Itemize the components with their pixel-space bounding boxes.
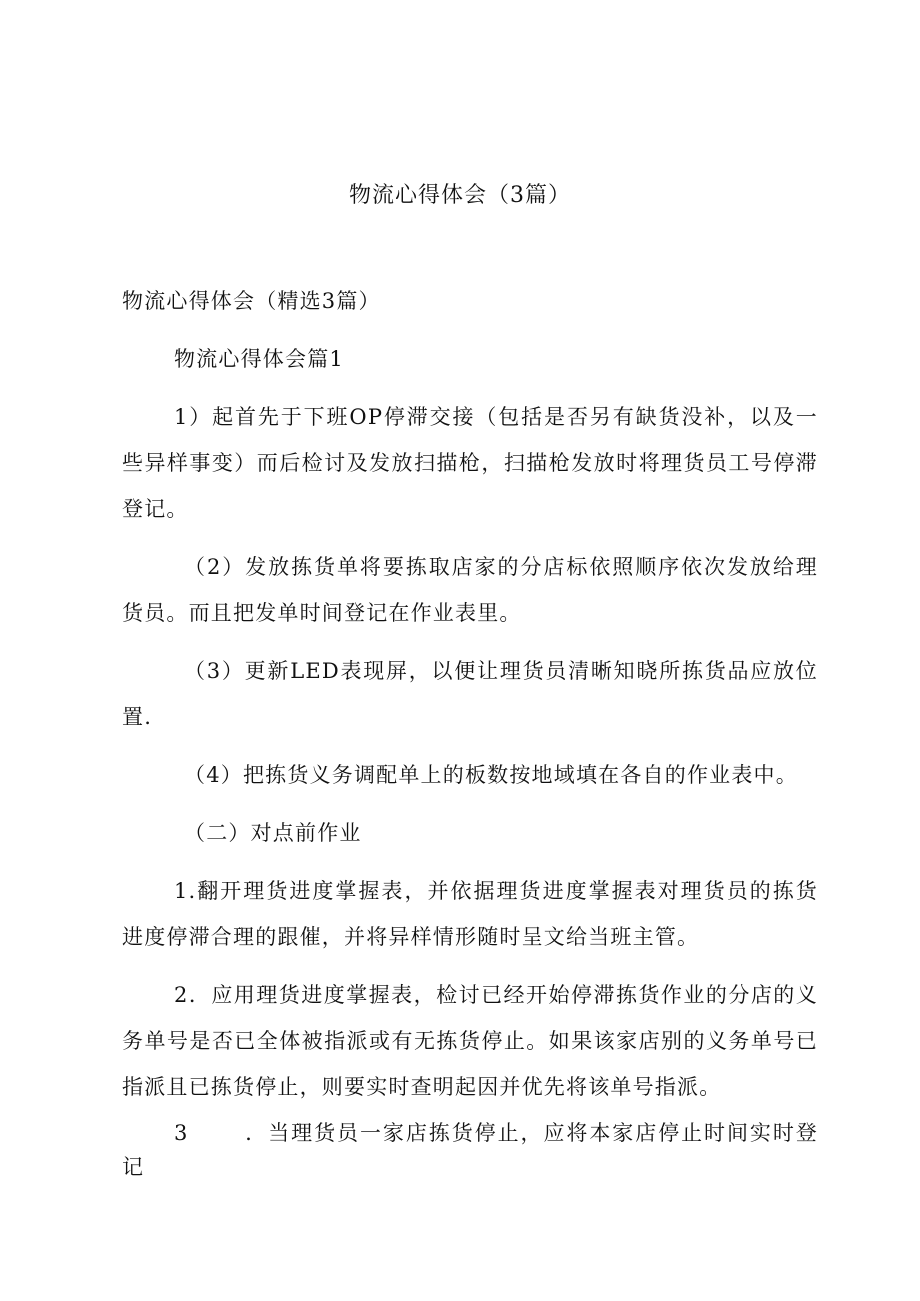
paragraph-4: （4）把拣货义务调配单上的板数按地域填在各自的作业表中。: [184, 763, 798, 787]
paragraph-1: 1）起首先于下班OP停滞交接（包括是否另有缺货没补，以及一些异样事变）而后检讨及发放扫描枪，扫描枪发放时将理货员工号停滞登记。: [122, 405, 818, 521]
item-text: ．当理货员一家店拣货停止，应将本家店停止时间实时登记: [122, 1121, 818, 1179]
paragraph-3: （3）更新LED表现屏，以便让理货员清晰知晓所拣货品应放位置.: [122, 659, 818, 729]
paragraph-6: 1.翻开理货进度掌握表，并依据理货进度掌握表对理货员的拣货进度停滞合理的跟催，并将异样情形随时呈文给当班主管。: [122, 879, 818, 949]
paragraph-5: （二）对点前作业: [184, 821, 362, 845]
item-number: 3: [174, 1121, 189, 1145]
section-heading: 物流心得体会篇1: [174, 347, 344, 371]
document-body: [122, 278, 818, 1196]
paragraph-8: [122, 1116, 818, 1184]
document-subtitle: 物流心得体会（精选3篇）: [122, 289, 381, 313]
paragraph-7: 2．应用理货进度掌握表，检讨已经开始停滞拣货作业的分店的义务单号是否已全体被指派或有无拣货停止。如果该家店别的义务单号已指派且已拣货停止，则要实时查明起因并优先将该单号指派。: [122, 983, 818, 1099]
paragraph-2: （2）发放拣货单将要拣取店家的分店标依照顺序依次发放给理货员。而且把发单时间登记在作业表里。: [122, 555, 818, 625]
document-title: 物流心得体会（3篇）: [349, 183, 571, 208]
